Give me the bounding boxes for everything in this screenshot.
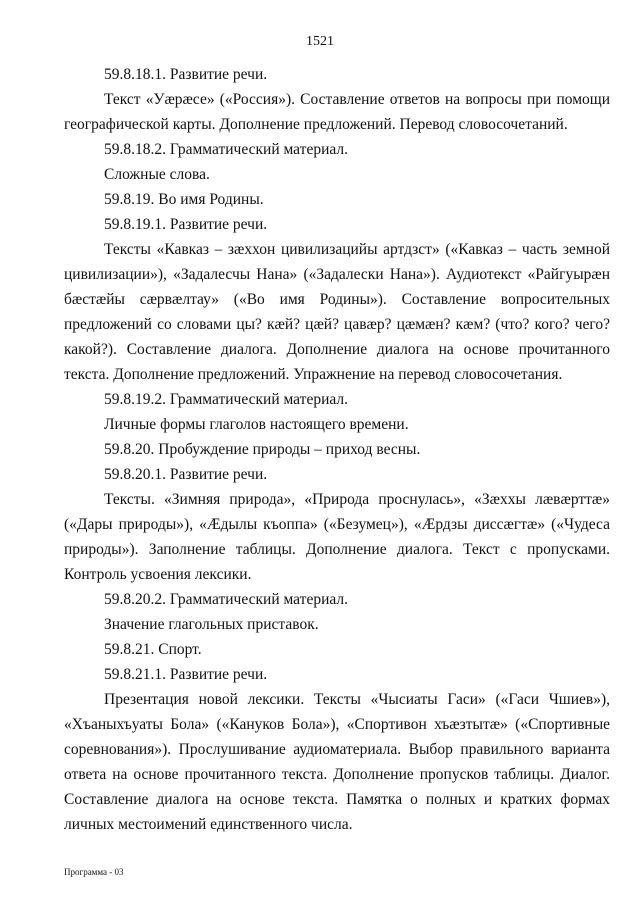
paragraph: Сложные слова. <box>104 166 210 183</box>
paragraph: Значение глагольных приставок. <box>104 616 319 633</box>
section-heading: 59.8.21. Спорт. <box>104 641 202 658</box>
page-footer: Программа - 03 <box>64 867 124 877</box>
section-heading: 59.8.21.1. Развитие речи. <box>104 666 268 683</box>
section-heading: 59.8.20.1. Развитие речи. <box>104 466 268 483</box>
section-heading: 59.8.19. Во имя Родины. <box>104 191 264 208</box>
document-body <box>64 62 610 837</box>
section-heading: 59.8.18.2. Грамматический материал. <box>104 141 348 158</box>
page-number: 1521 <box>306 34 334 49</box>
section-heading: 59.8.20. Пробуждение природы – приход весны. <box>104 441 421 458</box>
paragraph: Текст «Уæрæсе» («Россия»). Составление ответов на вопросы при помощи географической карты. Дополнение предложений. Перевод словосочетаний. <box>64 91 610 133</box>
section-heading: 59.8.20.2. Грамматический материал. <box>104 591 348 608</box>
section-heading: 59.8.19.1. Развитие речи. <box>104 216 268 233</box>
paragraph: Тексты. «Зимняя природа», «Природа проснулась», «Зæххы лæвæрттæ» («Дары природы»), «Æдылы къоппа» («Безумец»), «Æрдзы диссæгтæ» («Чудеса природы»). Заполнение таблицы. Дополнение диалога. Текст с пропусками. Контроль усвоения лексики. <box>64 491 610 583</box>
paragraph: Презентация новой лексики. Тексты «Чысиаты Гаси» («Гаси Чшиев»), «Хъаныхъуаты Бола» («Кануков Бола»), «Спортивон хъæзтытæ» («Спортивные соревнования»). Прослушивание аудиоматериала. Выбор правильного варианта ответа на основе прочитанного текста. Дополнение пропусков таблицы. Диалог. Составление диалога на основе текста. Памятка о полных и кратких формах личных местоимений единственного числа. <box>64 691 610 833</box>
section-heading: 59.8.19.2. Грамматический материал. <box>104 391 348 408</box>
paragraph: Тексты «Кавказ – зæххон цивилизацийы артдзст» («Кавказ – часть земной цивилизации»), «Задалесчы Нана» («Задалески Нана»). Аудиотекст «Райгуырæн бæстæйы сæрвæлтау» («Во имя Родины»). Составление вопросительных предложений со словами цы? кæй? цæй? цавæр? цæмæн? кæм? (что? кого? чего? какой?). Составление диалога. Дополнение диалога на основе прочитанного текста. Дополнение предложений. Упражнение на перевод словосочетания. <box>64 241 610 383</box>
paragraph: Личные формы глаголов настоящего времени. <box>104 416 409 433</box>
section-heading: 59.8.18.1. Развитие речи. <box>104 66 268 83</box>
